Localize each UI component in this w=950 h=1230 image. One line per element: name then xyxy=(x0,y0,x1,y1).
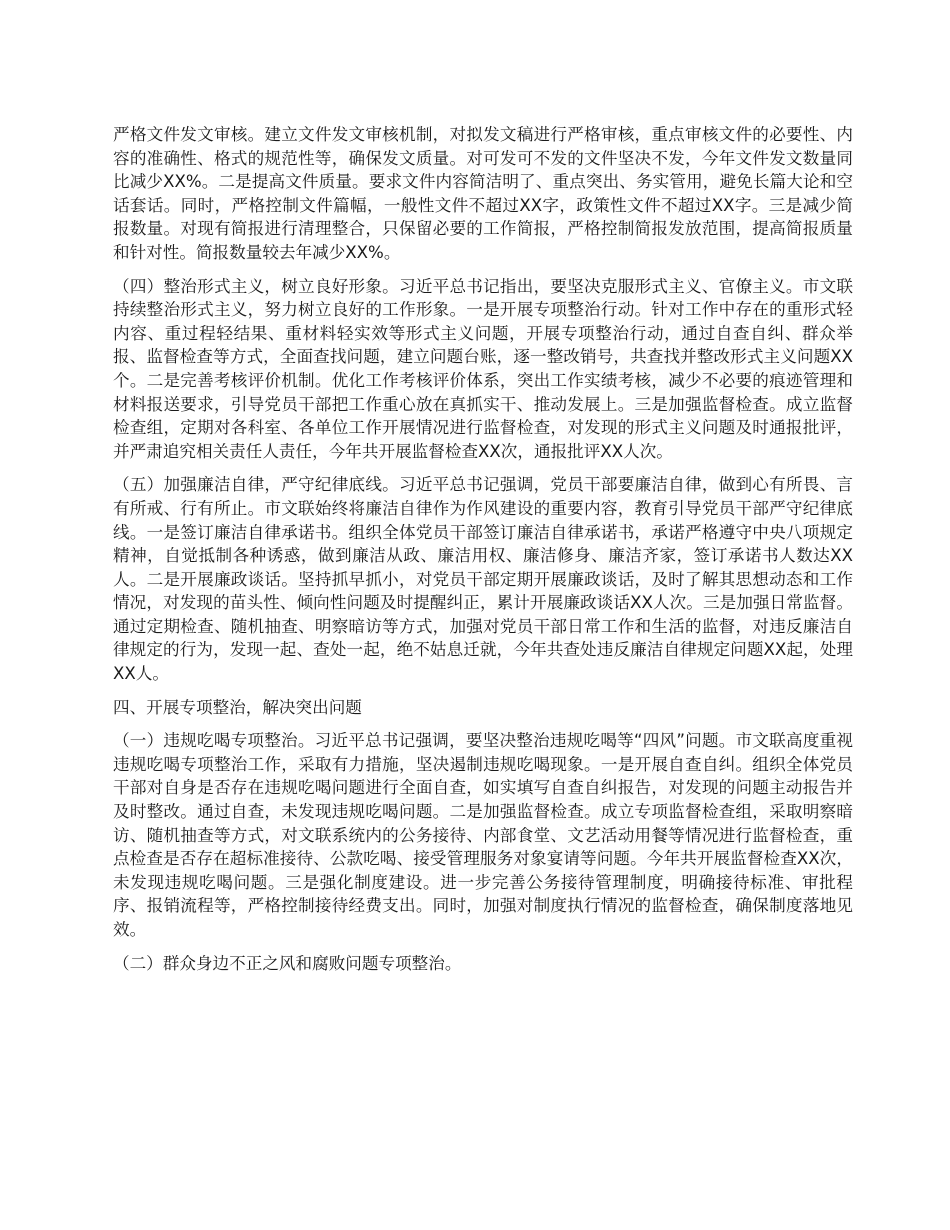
section-heading: 四、开展专项整治，解决突出问题 xyxy=(113,697,362,717)
paragraph-formalism: （四）整治形式主义，树立良好形象。习近平总书记指出，要坚决克服形式主义、官僚主义。市文联持续整治形式主义，努力树立良好的工作形象。一是开展专项整治行动。针对工作中存在的重形式轻内容、重过程轻结果、重材料轻实效等形式主义问题，开展专项整治行动，通过自查自纠、群众举报、监督检查等方式，全面查找问题，建立问题台账，逐一整改销号，共查找并整改形式主义问题XX个。二是完善考核评价机制。优化工作考核评价体系，突出工作实绩考核，减少不必要的痕迹管理和材料报送要求，引导党员干部把工作重心放在真抓实干、推动发展上。三是加强监督检查。成立监督检查组，定期对各科室、各单位工作开展情况进行监督检查，对发现的形式主义问题及时通报批评，并严肃追究相关责任人责任，今年共开展监督检查XX次，通报批评XX人次。 xyxy=(113,276,853,461)
document-page xyxy=(113,123,853,985)
paragraph-corruption-rectification: （二）群众身边不正之风和腐败问题专项整治。 xyxy=(113,953,462,973)
paragraph-document-review: 严格文件发文审核。建立文件发文审核机制，对拟发文稿进行严格审核，重点审核文件的必要性、内容的准确性、格式的规范性等，确保发文质量。对可发可不发的文件坚决不发，今年文件发文数量同比减少XX%。二是提高文件质量。要求文件内容简洁明了、重点突出、务实管用，避免长篇大论和空话套话。同时，严格控制文件篇幅，一般性文件不超过XX字，政策性文件不超过XX字。三是减少简报数量。对现有简报进行清理整合，只保留必要的工作简报，严格控制简报发放范围，提高简报质量和针对性。简报数量较去年减少XX%。 xyxy=(113,125,853,262)
paragraph-integrity: （五）加强廉洁自律，严守纪律底线。习近平总书记强调，党员干部要廉洁自律，做到心有所畏、言有所戒、行有所止。市文联始终将廉洁自律作为作风建设的重要内容，教育引导党员干部严守纪律底线。一是签订廉洁自律承诺书。组织全体党员干部签订廉洁自律承诺书，承诺严格遵守中央八项规定精神，自觉抵制各种诱惑，做到廉洁从政、廉洁用权、廉洁修身、廉洁齐家，签订承诺书人数达XX人。二是开展廉政谈话。坚持抓早抓小，对党员干部定期开展廉政谈话，及时了解其思想动态和工作情况，对发现的苗头性、倾向性问题及时提醒纠正，累计开展廉政谈话XX人次。三是加强日常监督。通过定期检查、随机抽查、明察暗访等方式，加强对党员干部日常工作和生活的监督，对违反廉洁自律规定的行为，发现一起、查处一起，绝不姑息迁就，今年共查处违反廉洁自律规定问题XX起，处理XX人。 xyxy=(113,475,853,684)
paragraph-dining-rectification: （一）违规吃喝专项整治。习近平总书记强调，要坚决整治违规吃喝等“四风”问题。市文联高度重视违规吃喝专项整治工作，采取有力措施，坚决遏制违规吃喝现象。一是开展自查自纠。组织全体党员干部对自身是否存在违规吃喝问题进行全面自查，如实填写自查自纠报告，对发现的问题主动报告并及时整改。通过自查，未发现违规吃喝问题。二是加强监督检查。成立专项监督检查组，采取明察暗访、随机抽查等方式，对文联系统内的公务接待、内部食堂、文艺活动用餐等情况进行监督检查，重点检查是否存在超标准接待、公款吃喝、接受管理服务对象宴请等问题。今年共开展监督检查XX次，未发现违规吃喝问题。三是强化制度建设。进一步完善公务接待管理制度，明确接待标准、审批程序、报销流程等，严格控制接待经费支出。同时，加强对制度执行情况的监督检查，确保制度落地见效。 xyxy=(113,731,853,939)
